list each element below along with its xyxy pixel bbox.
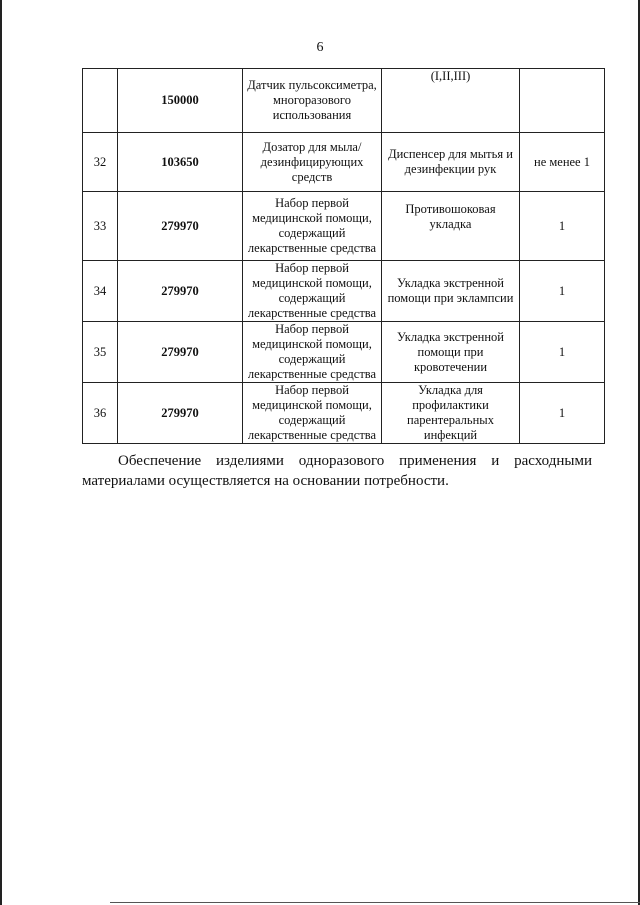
- quantity-cell: 1: [520, 322, 605, 383]
- table-row: [83, 383, 605, 444]
- kind-cell: Противошоковая укладка: [382, 192, 520, 261]
- code-cell: 279970: [118, 322, 243, 383]
- row-number-cell: 33: [83, 192, 118, 261]
- table-row: [83, 192, 605, 261]
- row-number-cell: 32: [83, 133, 118, 192]
- code-cell: 279970: [118, 192, 243, 261]
- name-cell: Набор первой медицинской помощи, содержащий лекарственные средства: [243, 383, 382, 444]
- row-number-cell: 34: [83, 261, 118, 322]
- quantity-cell: 1: [520, 261, 605, 322]
- quantity-cell: не менее 1: [520, 133, 605, 192]
- name-cell: Набор первой медицинской помощи, содержащий лекарственные средства: [243, 261, 382, 322]
- code-cell: 103650: [118, 133, 243, 192]
- scan-edge-left: [0, 0, 2, 905]
- name-cell: Дозатор для мыла/ дезинфицирующих средств: [243, 133, 382, 192]
- kind-cell: Укладка экстренной помощи при эклампсии: [382, 261, 520, 322]
- table-row: [83, 133, 605, 192]
- quantity-cell: 1: [520, 192, 605, 261]
- name-cell: Набор первой медицинской помощи, содержащий лекарственные средства: [243, 322, 382, 383]
- kind-cell: Укладка экстренной помощи при кровотечении: [382, 322, 520, 383]
- kind-cell: Диспенсер для мытья и дезинфекции рук: [382, 133, 520, 192]
- row-number-cell: 35: [83, 322, 118, 383]
- row-number-cell: [83, 69, 118, 133]
- footer-paragraph: Обеспечение изделиями одноразового применения и расходными материалами осуществляется на основании потребности.: [82, 453, 592, 489]
- name-cell: Набор первой медицинской помощи, содержащий лекарственные средства: [243, 192, 382, 261]
- kind-cell: (I,II,III): [382, 69, 520, 133]
- quantity-cell: [520, 69, 605, 133]
- code-cell: 279970: [118, 261, 243, 322]
- table-row: [83, 322, 605, 383]
- table-row: [83, 261, 605, 322]
- page-number: 6: [316, 40, 324, 55]
- table-row: [83, 69, 605, 133]
- equipment-table: [82, 68, 605, 444]
- row-number-cell: 36: [83, 383, 118, 444]
- quantity-cell: 1: [520, 383, 605, 444]
- code-cell: 150000: [118, 69, 243, 133]
- name-cell: Датчик пульсоксиметра, многоразового использования: [243, 69, 382, 133]
- code-cell: 279970: [118, 383, 243, 444]
- scan-edge-bottom: [110, 902, 640, 903]
- kind-cell: Укладка для профилактики парентеральных инфекций: [382, 383, 520, 444]
